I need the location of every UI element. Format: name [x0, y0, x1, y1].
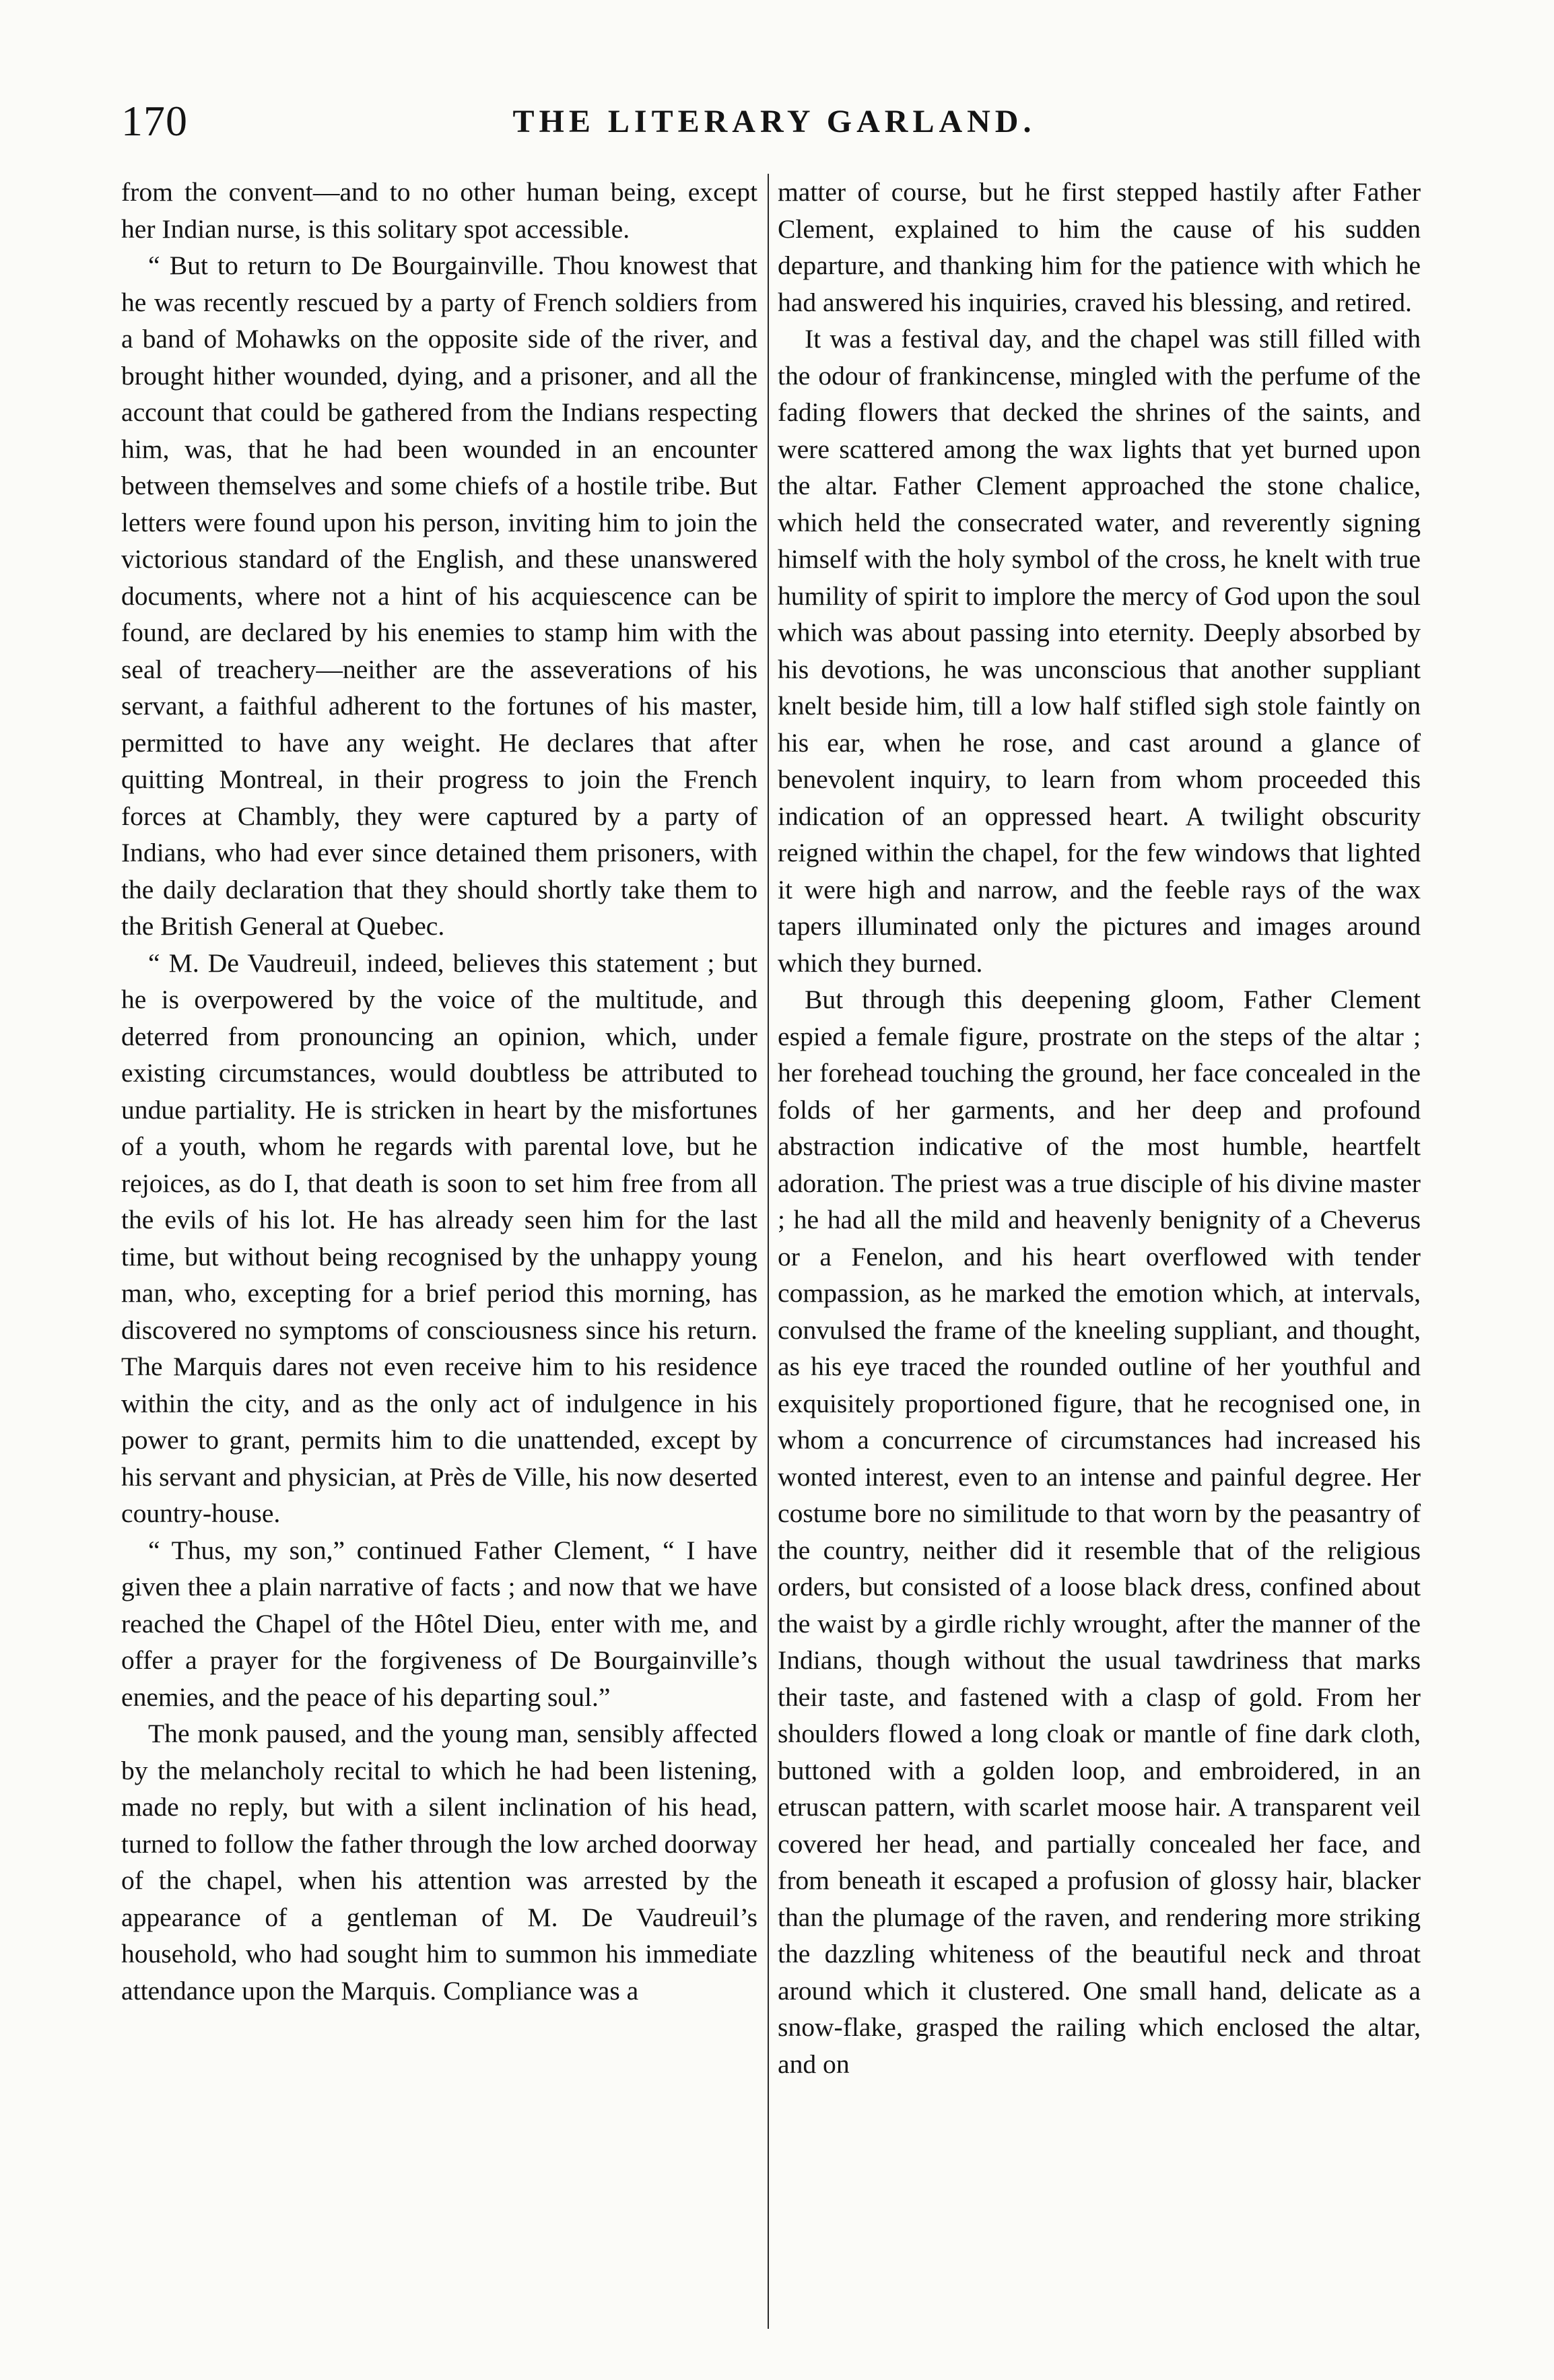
paragraph: It was a festival day, and the chapel was still filled with the odour of frankincense, mingled with the perfume of the fading flowers that decked the shrines of the saints, and were scattered among the wax lights that yet burned upon the altar. Father Clement approached the stone chalice, which held the consecrated water, and reverently signing himself with the holy symbol of the cross, he knelt with true humility of spirit to implore the mercy of God upon the soul which was about passing into eternity. Deeply absorbed by his devotions, he was unconscious that another suppliant knelt beside him, till a low half stifled sigh stole faintly on his ear, when he rose, and cast around a glance of benevolent inquiry, to learn from whom proceeded this indication of an oppressed heart. A twilight obscurity reigned within the chapel, for the few windows that lighted it were high and narrow, and the feeble rays of the wax tapers illuminated only the pictures and images around which they burned. — [778, 324, 1421, 978]
left-text-column — [121, 174, 757, 2009]
paragraph: from the convent—and to no other human being, except her Indian nurse, is this solitary spot accessible. — [121, 177, 757, 244]
paragraph: But through this deepening gloom, Father Clement espied a female figure, prostrate on the steps of the altar ; her forehead touching the ground, her face concealed in the folds of her garments, and her deep and profound abstraction indicative of the most humble, heartfelt adoration. The priest was a true disciple of his divine master ; he had all the mild and heavenly benignity of a Cheverus or a Fenelon, and his heart overflowed with tender compassion, as he marked the emotion which, at intervals, convulsed the frame of the kneeling suppliant, and thought, as his eye traced the rounded outline of her youthful and exquisitely proportioned figure, that he recognised one, in whom a concurrence of circumstances had increased his wonted interest, even to an intense and painful degree. Her costume bore no similitude to that worn by the peasantry of the country, neither did it resemble that of the religious orders, but consisted of a loose black dress, confined about the waist by a girdle richly wrought, after the manner of the Indians, though without the usual tawdriness that marks their taste, and fastened with a clasp of gold. From her shoulders flowed a long cloak or mantle of fine dark cloth, buttoned with a golden loop, and embroidered, in an etruscan pattern, with scarlet moose hair. A transparent veil covered her head, and partially concealed her face, and from beneath it escaped a profusion of glossy hair, blacker than the plumage of the raven, and rendering more striking the dazzling whiteness of the beautiful neck and throat around which it clustered. One small hand, delicate as a snow-flake, grasped the railing which enclosed the altar, and on — [778, 985, 1421, 2079]
paragraph: matter of course, but he first stepped hastily after Father Clement, explained to him the cause of his sudden departure, and thanking him for the patience with which he had answered his inquiries, craved his blessing, and retired. — [778, 177, 1421, 317]
paragraph: The monk paused, and the young man, sensibly affected by the melancholy recital to which he had been listening, made no reply, but with a silent inclination of his head, turned to follow the father through the low arched doorway of the chapel, when his attention was arrested by the appearance of a gentleman of M. De Vaudreuil’s household, who had sought him to summon his immediate attendance upon the Marquis. Compliance was a — [121, 1719, 757, 2006]
paragraph: “ But to return to De Bourgainville. Thou knowest that he was recently rescued by a party of French soldiers from a band of Mohawks on the opposite side of the river, and brought hither wounded, dying, and a prisoner, and all the account that could be gathered from the Indians respecting him, was, that he had been wounded in an encounter between themselves and some chiefs of a hostile tribe. But letters were found upon his person, inviting him to join the victorious standard of the English, and these unanswered documents, where not a hint of his acquiescence can be found, are declared by his enemies to stamp him with the seal of treachery—neither are the asseverations of his servant, a faithful adherent to the fortunes of his master, permitted to have any weight. He declares that after quitting Montreal, in their progress to join the French forces at Chambly, they were captured by a party of Indians, who had ever since detained them prisoners, with the daily declaration that they should shortly take them to the British General at Quebec. — [121, 251, 757, 941]
column-divider — [768, 174, 769, 2329]
page-number: 170 — [121, 97, 188, 145]
running-title: THE LITERARY GARLAND. — [512, 104, 1036, 139]
right-text-column — [778, 174, 1421, 2082]
page-header — [121, 94, 1427, 155]
paragraph: “ Thus, my son,” continued Father Clement, “ I have given thee a plain narrative of facts ; and now that we have reached the Chapel of the Hôtel Dieu, enter with me, and offer a prayer for the forgiveness of De Bourgainville’s enemies, and the peace of his departing soul.” — [121, 1535, 757, 1712]
paragraph: “ M. De Vaudreuil, indeed, believes this statement ; but he is overpowered by the voice of the multitude, and deterred from pronouncing an opinion, which, under existing circumstances, would doubtless be attributed to undue partiality. He is stricken in heart by the misfortunes of a youth, whom he regards with parental love, but he rejoices, as do I, that death is soon to set him free from all the evils of his lot. He has already seen him for the last time, but without being recognised by the unhappy young man, who, excepting for a brief period this morning, has discovered no symptoms of consciousness since his return. The Marquis dares not even receive him to his residence within the city, and as the only act of indulgence in his power to grant, permits him to die unattended, except by his servant and physician, at Près de Ville, his now deserted country-house. — [121, 948, 757, 1528]
